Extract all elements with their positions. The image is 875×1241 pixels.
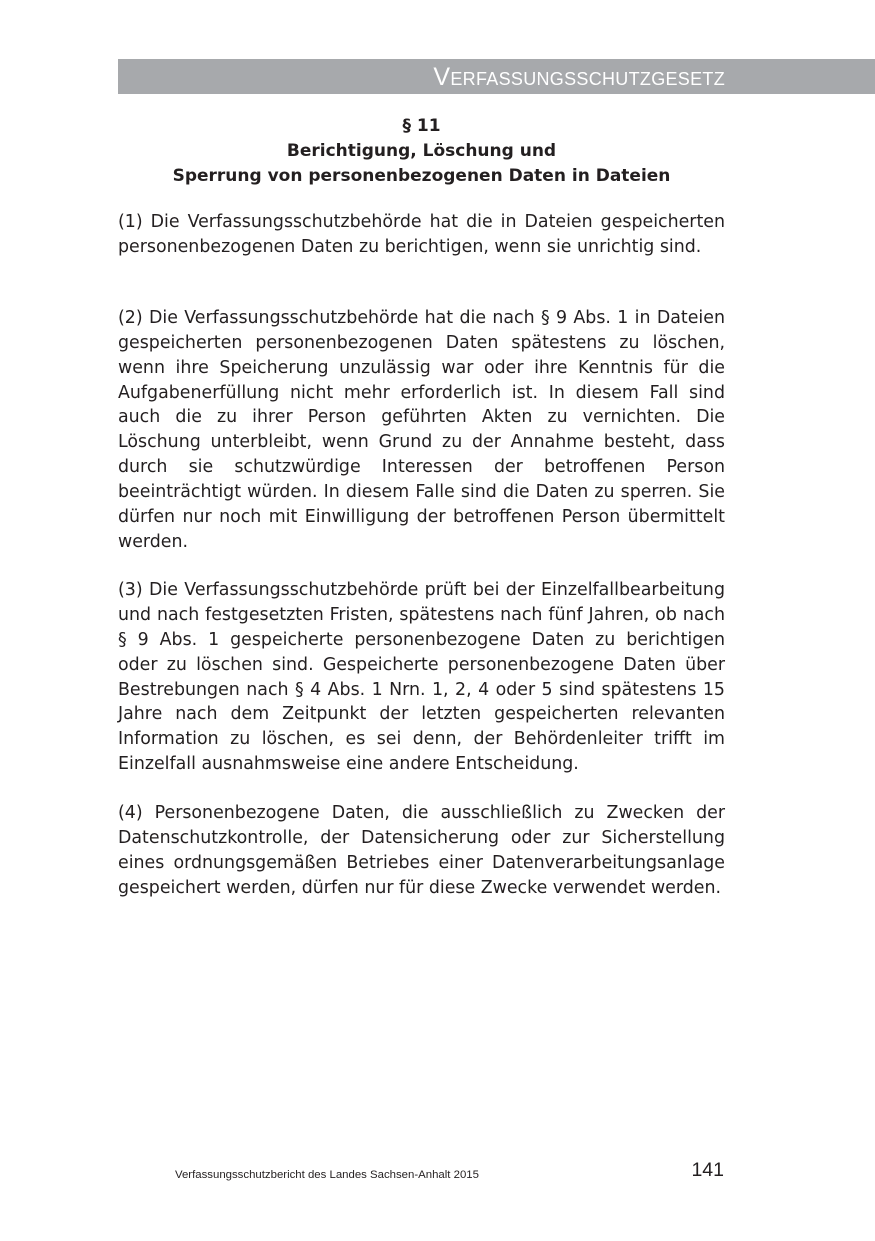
paragraph-1: (1) Die Verfassungsschutzbehörde hat die in Dateien gespeicherten personenbezogenen Daten zu berichtigen, wenn sie unrichtig sind. [118,212,725,257]
section-heading [118,114,725,189]
running-header-band [118,59,875,94]
section-title-line-1: Berichtigung, Löschung und [286,141,557,161]
footer-publication-title: Verfassungsschutzbericht des Landes Sachsen-Anhalt 2015 [175,1169,479,1181]
page-number: 141 [691,1159,724,1181]
page-content [118,114,725,901]
section-title-line-2: Sperrung von personenbezogenen Daten in Dateien [172,166,671,186]
paragraph-2: (2) Die Verfassungsschutzbehörde hat die nach § 9 Abs. 1 in Dateien gespeicherten personenbezogenen Daten spätestens zu löschen, wenn ihre Speicherung unzulässig war oder ihre Kenntnis für die Aufgabenerfüllung nicht mehr erforderlich ist. In diesem Fall sind auch die zu ihrer Person geführten Akten zu vernichten. Die Löschung unterbleibt, wenn Grund zu der Annahme besteht, dass durch sie schutzwürdige Interessen der betroffenen Person beeinträchtigt würden. In diesem Falle sind die Daten zu sperren. Sie dürfen nur noch mit Einwilligung der betroffenen Person übermittelt werden. [118,307,725,552]
paragraph-3: (3) Die Verfassungsschutzbehörde prüft bei der Einzelfallbearbeitung und nach festgesetzten Fristen, spätestens nach fünf Jahren, ob nach § 9 Abs. 1 gespeicherte personenbezogene Daten zu berichtigen oder zu löschen sind. Gespeicherte personenbezogene Daten über Bestrebungen nach § 4 Abs. 1 Nrn. 1, 2, 4 oder 5 sind spätestens 15 Jahre nach dem Zeitpunkt der letzten gespeicherten relevanten Information zu löschen, es sei denn, der Behördenleiter trifft im Einzelfall ausnahmsweise eine andere Entscheidung. [118,579,725,775]
section-number: § 11 [402,116,441,136]
running-header-title: Verfassungsschutzgesetz [433,63,725,91]
paragraph-4: (4) Personenbezogene Daten, die ausschließlich zu Zwecken der Datenschutzkontrolle, der Datensicherung oder zur Sicherstellung eines ordnungsgemäßen Betriebes einer Datenverarbeitungsanlage gespeichert werden, dürfen nur für diese Zwecke verwendet werden. [118,803,725,898]
